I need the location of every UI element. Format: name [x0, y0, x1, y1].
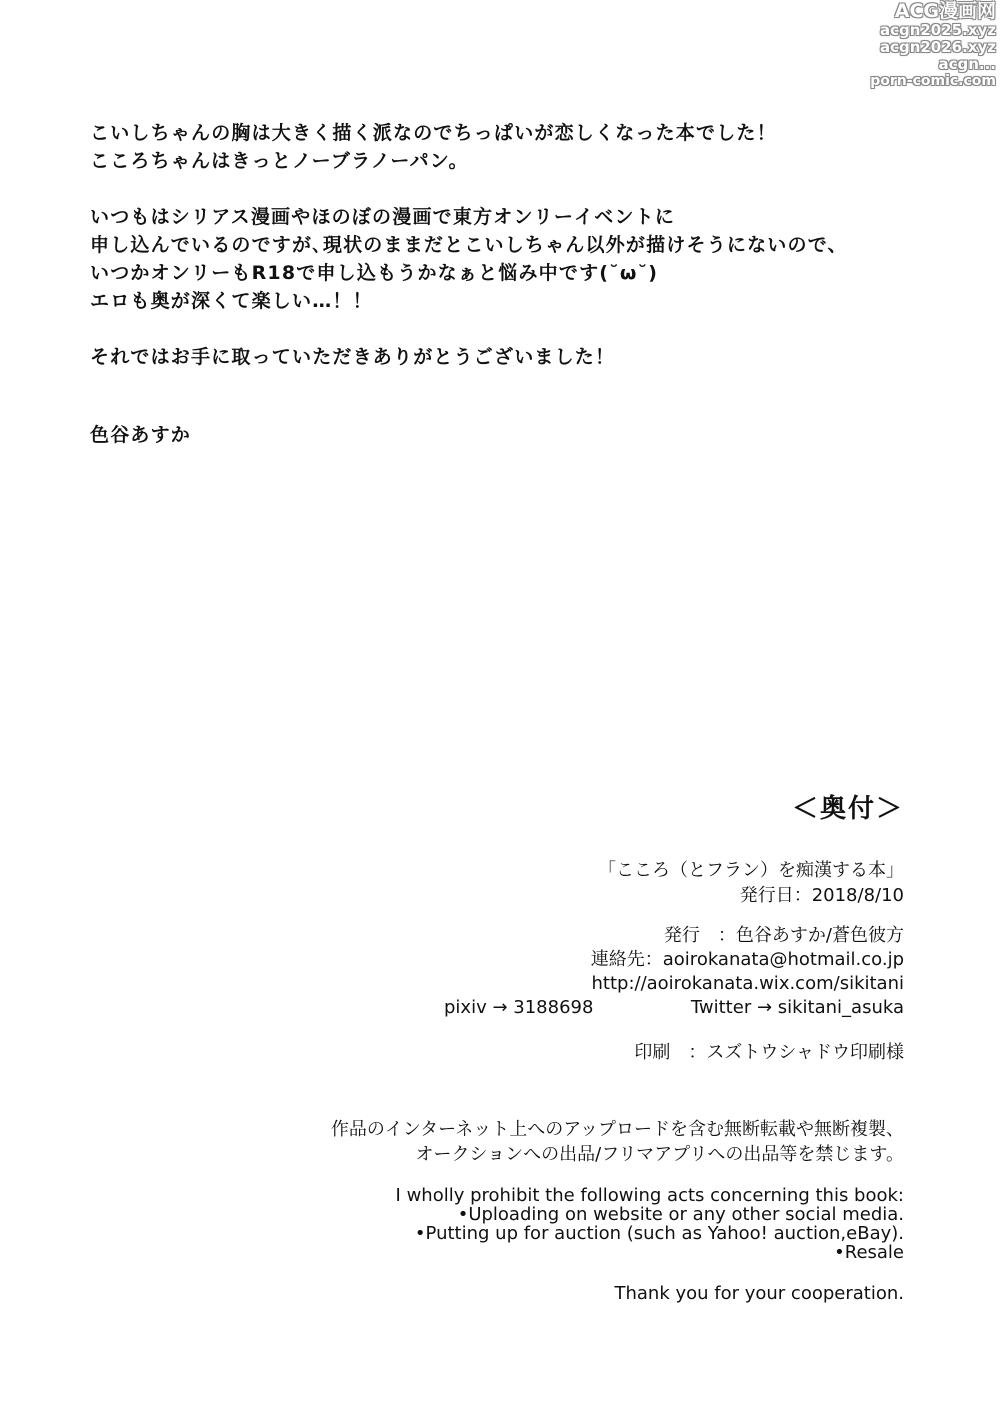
afterword-line: エロも奥が深くて楽しい…！！ [90, 290, 373, 312]
afterword-closing: それではお手に取っていただきありがとうございました！ [90, 346, 616, 368]
twitter-handle: Twitter → sikitani_asuka [690, 997, 904, 1018]
publish-date: 発行日：2018/8/10 [739, 885, 904, 906]
afterword-line: こころちゃんはきっとノーブラノーパン。 [90, 150, 469, 172]
afterword-line: 申し込んでいるのですが､現状のままだとこいしちゃん以外が描けそうにないので、 [90, 234, 848, 256]
social-row [444, 996, 904, 1020]
notice-line: •Resale [834, 1242, 904, 1263]
colophon-heading: ＜奥付＞ [791, 794, 904, 824]
site-watermark [846, 0, 996, 88]
watermark-brand: ACG漫画网 [894, 0, 996, 22]
thanks-line: Thank you for your cooperation. [614, 1283, 904, 1304]
notice-english [204, 1186, 904, 1262]
watermark-domain: acgn2025.xyz [879, 21, 996, 39]
contact-email: 連絡先：aoirokanata@hotmail.co.jp [590, 949, 904, 970]
afterword-line: こいしちゃんの胸は大きく描く派なのでちっぱいが恋しくなった本でした！ [90, 122, 777, 144]
notice-line: •Putting up for auction (such as Yahoo! auction,eBay). [414, 1223, 904, 1244]
watermark-domain: acgn... [938, 55, 996, 73]
publisher: 発行 ：色谷あすか/蒼色彼方 [663, 925, 904, 946]
watermark-domain: acgn2026.xyz [879, 38, 996, 56]
colophon-title-block [204, 858, 904, 908]
book-title: 「こころ（とフラン）を痴漢する本」 [598, 860, 904, 881]
afterword-section [90, 119, 850, 449]
printer: 印刷 ：スズトウシャドウ印刷様 [634, 1042, 904, 1063]
notice-line: I wholly prohibit the following acts concerning this book: [395, 1185, 904, 1206]
thanks-block [204, 1284, 904, 1304]
author-signature: 色谷あすか [90, 424, 192, 446]
colophon-printer-block [204, 1041, 904, 1065]
notice-line: •Uploading on website or any other social media. [457, 1204, 904, 1225]
pixiv-id: pixiv → 3188698 [444, 997, 594, 1018]
colophon-contact-block [204, 924, 904, 1020]
notice-japanese [204, 1117, 904, 1167]
afterword-line: いつもはシリアス漫画やほのぼの漫画で東方オンリーイベントに [90, 206, 676, 228]
watermark-domain: porn-comic.com [870, 73, 996, 89]
website-url: http://aoirokanata.wix.com/sikitani [591, 973, 904, 994]
notice-line: 作品のインターネット上へのアップロードを含む無断転載や無断複製、 [330, 1119, 904, 1140]
afterword-line: いつかオンリーもR18で申し込もうかなぁと悩み中です(˘ω˘) [90, 262, 659, 284]
notice-line: オークションへの出品/フリマアプリへの出品等を禁じます。 [415, 1144, 904, 1165]
